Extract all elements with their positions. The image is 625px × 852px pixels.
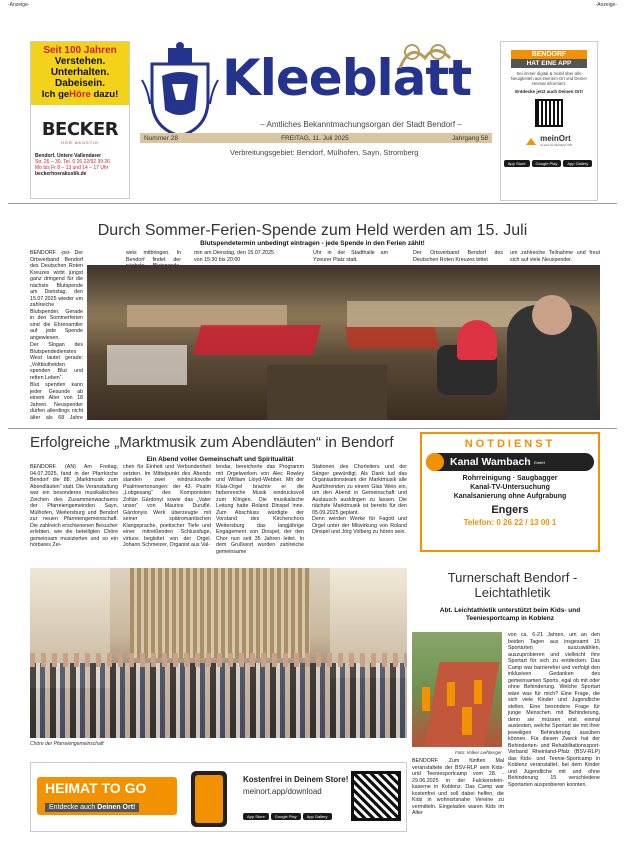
service-line-2: Kanal-TV-Untersuchung [470,484,550,491]
google-play-badge[interactable]: Google Play [271,813,301,820]
app-gallery-badge[interactable]: App Gallery [303,813,332,820]
meinort-cta: Entdecke jetzt auch Deinen Ort! [515,89,583,94]
article3-col2: von ca. 6-21 Jahren, um an den beiden Tagen aus insgesamt 15 Sportarten auszuwählen, auszuprobieren und vielleicht ihre Sportart für sich zu entdecken. Das Camp war barrierefrei und verfolgt den inklusiven Gedanken des gemeinsamen Sports, egal ob mit oder ohne Behinderung. Welche Sportart wäre was für mich? Eine Frage, die sich viele Kinder und Jugendliche stellen. Eine besondere Frage für junge Menschen mit Behinderung, denn sie müssen erst einmal austesten, welche Sportart sie mit ihrer jeweiligen Behinderung ausüben können. Für diesen Zweck hat der Behinderten- und Rehabilitationssport-Verband Rheinland-Pfalz (BSV-RLP) das Kids- und Teenie-Sportcamp in Koblenz veranstaltet, bei dem Kinder und Jugendliche mit und ohne Behinderung 15 verschiedene Sportarten ausprobieren konnten. [508,632,600,788]
article1-col4: Uhr in der Stadthalle am Yzeurer Platz statt. [313,250,388,263]
blood-donation-photo [87,265,600,420]
article1-col1: BENDORF. -psi- Der Ortsverband Bendorf des Deutschen Roten Kreuzes wirbt jüngst ganz dringend für die nächste Blutspende am Dienstag, den 15.07.2025 wieder um zahlreiche Blutspender. Gerade in den Sommerferien sind die Ehrenamtler auf jede Spende angewiesen. Der Slogan des Blutspendedienstes West lautet gerade: „Voltblutheiden spenden Blut und retten Leben“. Blut spenden kann jeder Gesunde ab einem Alter von 18 Jahren. Neuspender dürfen allerdings nicht älter als 68 Jahre [30,250,83,420]
article3-col1: BENDORF. Zum fünften Mal veranstaltete der BSV-RLP sein Kids- und Teeniesportcamp vom 28. - 29.06.2025 in der Falckenstein-kaserne in Koblenz. Das Camp war kostenfrei und soll dabei helfen, die Kids in wohnortsnahe Vereine zu vermitteln. Eingeladen waren Kids im Alter [412,758,504,816]
anzeige-label-right: -Anzeige- [595,2,617,8]
article2-col3: lendar, bereicherte das Programm mit Orgelwerken von Alec Rowley und William Lloyd-Webber. Mit der Klais-Orgel brachte er die farbenreiche Musik eindrucksvoll zum Klingen. Die musikalische Leitung hatte Roland Dinspel inne. Zum Abschluss würdigte der Vorstand des Kirchenchors Weitersburg das langjährige Engagement von Dinspel, der den Chor nun seit 35 Jahren leitet. In dem Grußwort wurden zahlreiche gemeinsame [216,464,304,555]
becker-address-2: Str. 26 – 30, Tel. 0 26 22/92 39 26 [35,159,110,165]
anzeige-label-left: -Anzeige- [8,2,30,8]
cloverleaf-icon [390,38,460,78]
becker-slogan: Ich geHöre dazu! [41,89,119,100]
meinort-app-ad[interactable] [500,41,598,201]
becker-address-1: Bendorf, Untere Vallendarer [35,153,102,159]
app-gallery-badge[interactable]: App Gallery [563,160,592,167]
article2-col2: chen für Einheit und Verbundenheit setzten. Im Mittelpunkt des Abends standen zwei eindrucksvolle Psalmvertonungen: der 43. Psalm „Lobgesang“ des Komponisten Zoltán Gárdonyi sowie das „Vater unser“ von Maurice Duruflé. Gárdonyis Werk überzeugte mit seiner spätromantischen Klangsprache, poetischer Tiefe und einer mitreißenden Schlussfuge, virtuos begleitet von der Orgel. Johann Schmeizer, Organist aus Val- [123,464,211,548]
issue-bar [140,133,492,143]
becker-headline-2: Verstehen. [54,56,106,67]
notdienst-ad[interactable] [420,432,600,552]
coat-of-arms-icon [140,40,220,140]
issue-volume: Jahrgang 58 [451,134,488,142]
article3-title: Turnerschaft Bendorf - Leichtathletik [447,570,578,600]
notdienst-city: Engers [491,504,529,516]
meinort-tag: HAT EINE APP [511,59,587,68]
heimat-to-go-ad[interactable]: HEIMAT TO GO Entdecke auch Deinen Ort! Kostenfrei in Deinem Store! meinort.app/download App Store Google Play App Gallery [30,762,407,832]
choir-photo-caption: Chöre der Pfarreiengemeinschaft [30,741,104,747]
heimat-url[interactable]: meinort.app/download [243,787,322,796]
masthead-subtitle: – Amtliches Bekanntmachungsorgan der Stadt Bendorf – [260,120,462,129]
heimat-title: HEIMAT TO GO [45,780,147,796]
article2-subtitle: Ein Abend voller Gemeinschaft und Spiritualität [146,456,294,463]
meinort-city: BENDORF [511,50,587,59]
article1-col6: um zahlreiche Teilnahme und freut sich auf viele Neuspender. [510,250,600,263]
article1-title: Durch Sommer-Ferien-Spende zum Held werden am 15. Juli [97,222,528,239]
article2-col4: Stationen des Chorleiters und der Sänger gewürdigt. Als Dank lud das Organisationsteam der Marktmusik alle Ausführenden zu einem Glas Wein ein, um den Abend in Gemeinschaft und Austausch ausklingen zu lassen. Die nächste Marktmusik ist bereits für den 05.09.2025 geplant. Denn werden Werke für Fagott und Orgel unter der Mitwirkung von Roland Dinspel und Jörg Volberg zu hören sein. [312,464,407,535]
meinort-logo: meinOrt [540,134,571,143]
meinort-logo-sub: ALLES IN DEINEM ORT [540,143,573,147]
masthead-title: Kleeblatt [222,49,472,107]
becker-hours: Mo bis Fr 8 – 13 und 14 – 17 Uhr [35,165,109,171]
wambach-gmbh: GmbH [533,459,546,465]
qr-code-icon[interactable] [351,771,401,821]
notdienst-heading: NOTDIENST [464,438,556,450]
app-store-badge[interactable]: App Store [243,813,269,820]
qr-code-icon[interactable] [535,99,563,127]
pipe-icon [426,453,444,471]
article3-subtitle: Abt. Leichtathletik unterstützt beim Kids- und Teeniesportcamp in Koblenz [439,607,581,622]
becker-headline-3: Unterhalten. [50,67,110,78]
app-store-badge[interactable]: App Store [504,160,530,167]
issue-number: Nummer 28 [144,134,178,142]
becker-web[interactable]: beckerhoerakustik.de [35,171,87,177]
meinort-logo-icon [525,136,537,146]
wambach-brand: Kanal Wambach [450,456,531,468]
meinort-text: Sei immer digital & mobil über alle Neuigkeiten aus Deinem Ort und Deiner Heimat informiert. [510,71,588,86]
sportcamp-photo [412,632,502,747]
becker-ad[interactable] [30,41,130,199]
distribution-area: Verbreitungsgebiet: Bendorf, Mülhofen, Sayn, Stromberg [230,148,419,157]
becker-headline-4: Dabeisein. [54,78,106,89]
article1-col2: weis mitbringen. In Bendorf findet der [126,250,181,263]
article2-col1: BENDORF. (AN) Am Freitag, 04.07.2025, fand in der Pfarrkirche Bendorf die 88. „Marktmusik zum Abendläuten“ statt. Die Veranstaltung war ein besonderes musikalisches Zeichen des Zusammenwachsens der Pfarreiengemeinden Sayn, Mülhofen, Weitersburg und Bendorf zur neuen Pfarreiengemeinschaft. Die zahlreich erschienenen Besucher erlebten, wie die beteiligten Chöre gemeinsam musizierten und so ein hörbares Zei- [30,464,118,548]
becker-logo-sub: HÖR AKUSTIK [61,140,99,145]
service-line-3: Kanalsanierung ohne Aufgrabung [453,493,567,500]
article1-subtitle: Blutspendetermin unbedingt eintragen - jede Spende in den Ferien zählt! [200,240,425,247]
service-line-1: Rohrreinigung · Saugbagger [462,475,558,482]
article1-col3: min am Dienstag, den 15.07.2025 von 15:30 bis 20:00 [194,250,274,263]
sportcamp-photo-credit: Foto: Volker Leihberger [455,750,502,755]
choir-photo [30,568,407,738]
issue-date: FREITAG, 11. Juli 2025 [281,134,349,142]
heimat-free: Kostenfrei in Deinem Store! [243,775,349,784]
google-play-badge[interactable]: Google Play [532,160,562,167]
becker-logo: BECKER [41,119,119,140]
becker-headline-1: Seit 100 Jahren [43,45,117,56]
article2-title: Erfolgreiche „Marktmusik zum Abendläuten“ in Bendorf [30,434,394,451]
article1-col5: Der Ortsverband Bendorf des Deutschen Roten Kreuzes bittet [413,250,503,263]
notdienst-phone[interactable]: Telefon: 0 26 22 / 13 00 1 [463,518,557,527]
phone-icon [191,771,227,827]
